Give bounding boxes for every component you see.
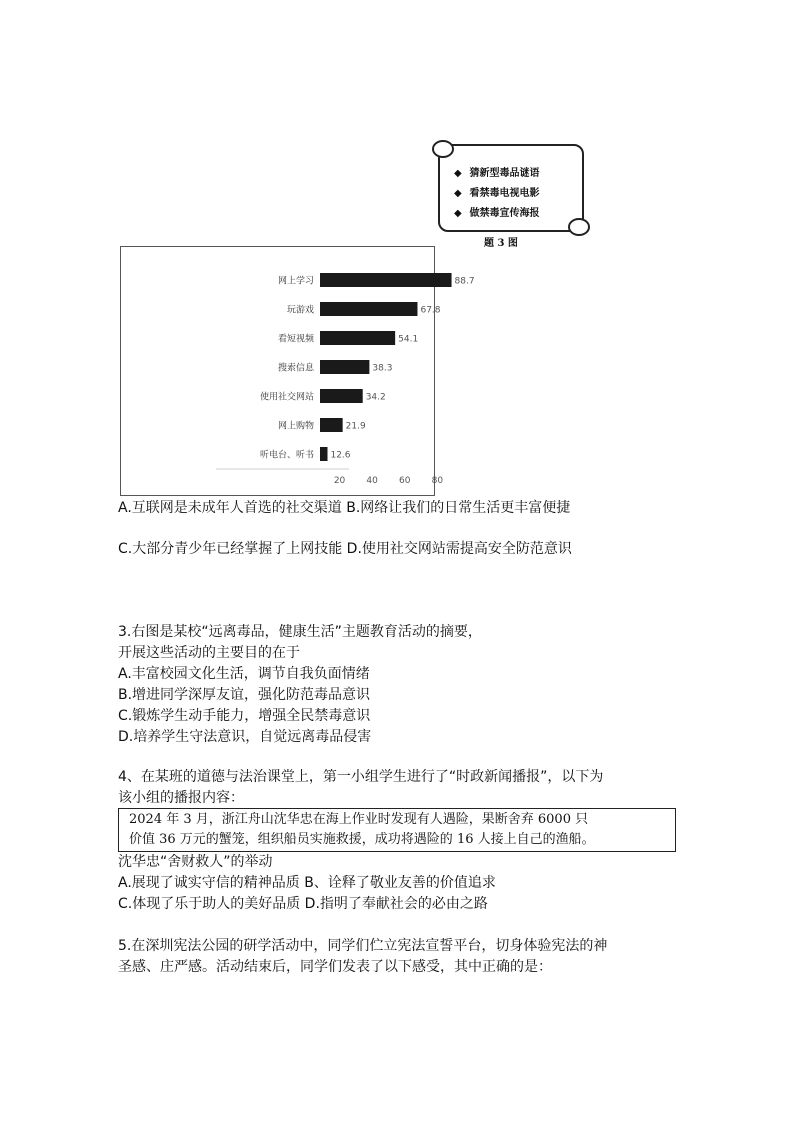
- q3-option-d: D.培养学生守法意识，自觉远离毒品侵害: [118, 729, 372, 745]
- news-line-2: 价值 36 万元的蟹笼，组织船员实施救援，成功将遇险的 16 人接上自己的渔船。: [129, 832, 595, 847]
- x-tick-label: 80: [431, 476, 444, 486]
- q4-options-cd: C.体现了乐于助人的美好品质 D.指明了奉献社会的必由之路: [118, 896, 488, 912]
- q4-stem: 4、在某班的道德与法治课堂上，第一小组学生进行了“时政新闻播报”，以下为: [118, 769, 604, 785]
- value-label: 34.2: [365, 392, 386, 403]
- q3-option-b: B.增进同学深厚友谊，强化防范毒品意识: [118, 687, 371, 703]
- x-tick-label: 40: [366, 476, 378, 486]
- bar: [320, 302, 417, 316]
- q3-stem-cont: 开展这些活动的主要目的在于: [118, 645, 300, 661]
- category-label: 使用社交网站: [259, 392, 314, 403]
- q4-options-ab: A.展现了诚实守信的精神品质 B、诠释了敬业友善的价值追求: [118, 875, 496, 891]
- category-label: 听电台、听书: [259, 450, 314, 461]
- bar-chart-svg: [121, 247, 475, 495]
- bar: [320, 447, 327, 461]
- poster-item: ◆ 猜新型毒品谜语: [454, 168, 540, 179]
- category-label: 网上学习: [277, 276, 314, 287]
- category-label: 搜索信息: [277, 363, 314, 374]
- value-label: 21.9: [345, 421, 366, 432]
- x-tick-label: 60: [399, 476, 411, 486]
- q5-stem-cont: 圣感、庄严感。活动结束后，同学们发表了以下感受，其中正确的是：: [118, 959, 552, 975]
- bar: [320, 389, 363, 403]
- value-label: 54.1: [398, 334, 419, 345]
- figure-caption: 题 3 图: [484, 238, 518, 249]
- value-label: 12.6: [330, 450, 351, 461]
- news-box: [118, 808, 676, 852]
- value-label: 88.7: [454, 276, 475, 287]
- q2-options-cd: C.大部分青少年已经掌握了上网技能 D.使用社交网站需提高安全防范意识: [118, 541, 572, 557]
- category-label: 看短视频: [277, 334, 314, 345]
- category-label: 网上购物: [277, 421, 314, 432]
- poster-item: ◆ 做禁毒宣传海报: [454, 208, 540, 219]
- bar: [320, 273, 452, 287]
- q4-stem-cont: 该小组的播报内容：: [118, 790, 244, 806]
- bar: [320, 360, 369, 374]
- value-label: 67.8: [420, 305, 441, 316]
- diamond-bullet-icon: ◆: [454, 208, 462, 219]
- poster-scroll-image: [438, 144, 584, 232]
- q4-question: 沈华忠“舍财救人”的举动: [118, 854, 273, 870]
- q5-stem: 5.在深圳宪法公园的研学活动中，同学们伫立宪法宣誓平台，切身体验宪法的神: [118, 938, 608, 954]
- diamond-bullet-icon: ◆: [454, 188, 462, 199]
- bar: [320, 418, 343, 432]
- news-line-1: 2024 年 3 月，浙江舟山沈华忠在海上作业时发现有人遇险，果断舍弃 6000 只: [129, 812, 589, 827]
- q3-option-c: C.锻炼学生动手能力，增强全民禁毒意识: [118, 708, 371, 724]
- diamond-bullet-icon: ◆: [454, 168, 462, 179]
- q3-stem: 3.右图是某校“远离毒品，健康生活”主题教育活动的摘要，: [118, 624, 482, 640]
- poster-item: ◆ 看禁毒电视电影: [454, 188, 540, 199]
- x-tick-label: 20: [333, 476, 346, 486]
- value-label: 38.3: [372, 363, 393, 374]
- q2-options-ab: A.互联网是未成年人首选的社交渠道 B.网络让我们的日常生活更丰富便捷: [118, 500, 571, 516]
- q3-option-a: A.丰富校园文化生活，调节自我负面情绪: [118, 666, 370, 682]
- bar: [320, 331, 395, 345]
- category-label: 玩游戏: [286, 305, 314, 316]
- bar-chart: [120, 246, 475, 496]
